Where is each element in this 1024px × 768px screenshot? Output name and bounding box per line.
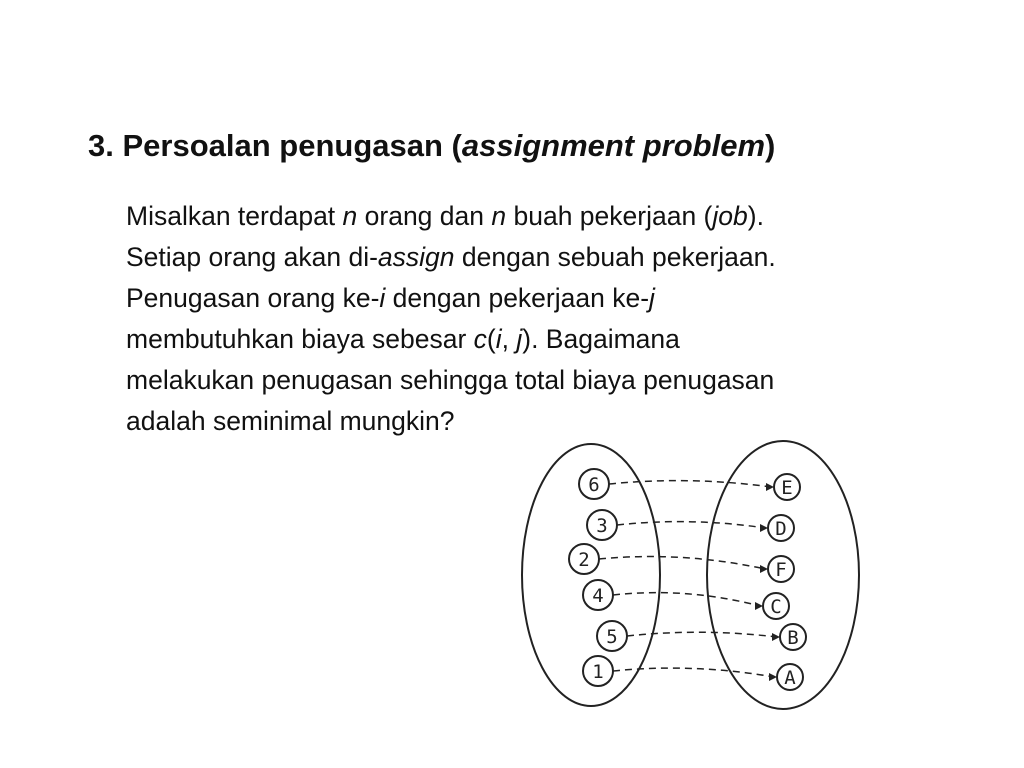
title-text: 3. Persoalan penugasan ( bbox=[88, 128, 462, 163]
assignment-edge-5-B bbox=[627, 632, 777, 637]
title-italic: assignment problem bbox=[461, 128, 766, 163]
arrowhead-A bbox=[769, 673, 777, 681]
person-node-6 bbox=[579, 469, 609, 499]
job-node-E bbox=[774, 474, 800, 500]
text: ). Bagaimana bbox=[522, 324, 680, 354]
body-line-5: melakukan penugasan sehingga total biaya penugasan bbox=[126, 365, 775, 395]
var-j: j bbox=[516, 324, 523, 354]
person-node-4-label: 4 bbox=[592, 585, 604, 607]
var-j: j bbox=[649, 283, 655, 313]
body-line-2 bbox=[126, 237, 926, 278]
arrowhead-C bbox=[755, 602, 763, 610]
job-node-F-label: F bbox=[775, 559, 787, 581]
body-line-3 bbox=[126, 278, 926, 319]
person-node-5 bbox=[597, 621, 627, 651]
person-node-4 bbox=[583, 580, 613, 610]
var-i: i bbox=[495, 324, 502, 354]
job-node-B-label: B bbox=[787, 627, 799, 649]
text: Penugasan orang ke- bbox=[126, 283, 380, 313]
assignment-edge-3-D bbox=[617, 522, 765, 528]
text: ). bbox=[747, 201, 764, 231]
arrowhead-E bbox=[766, 483, 774, 491]
text: Misalkan terdapat bbox=[126, 201, 343, 231]
job-node-A bbox=[777, 664, 803, 690]
term-job: job bbox=[712, 201, 748, 231]
arrowhead-D bbox=[760, 524, 768, 532]
person-node-2 bbox=[569, 544, 599, 574]
text: Setiap orang akan di- bbox=[126, 242, 378, 272]
body-line-4 bbox=[126, 319, 926, 360]
text: dengan pekerjaan ke- bbox=[385, 283, 650, 313]
arrowhead-F bbox=[760, 565, 768, 573]
job-node-F bbox=[768, 556, 794, 582]
body-line-1 bbox=[126, 196, 926, 237]
var-c: c bbox=[473, 324, 487, 354]
term-assign: assign bbox=[377, 242, 455, 272]
assignment-edge-2-F bbox=[599, 557, 765, 569]
text: ( bbox=[486, 324, 496, 354]
text: dengan sebuah pekerjaan. bbox=[454, 242, 776, 272]
person-node-2-label: 2 bbox=[578, 549, 590, 571]
person-node-6-label: 6 bbox=[588, 474, 600, 496]
arrowhead-B bbox=[772, 633, 780, 641]
assignment-edge-6-E bbox=[609, 481, 771, 487]
person-node-5-label: 5 bbox=[606, 626, 618, 648]
var-n: n bbox=[342, 201, 358, 231]
text: membutuhkan biaya sebesar bbox=[126, 324, 474, 354]
var-n: n bbox=[491, 201, 507, 231]
person-node-3-label: 3 bbox=[596, 515, 608, 537]
slide-title bbox=[88, 128, 775, 164]
job-node-D bbox=[768, 515, 794, 541]
assignment-diagram bbox=[510, 440, 870, 730]
assignment-edges bbox=[599, 481, 780, 681]
diagram-nodes bbox=[569, 469, 806, 690]
job-node-C bbox=[763, 593, 789, 619]
job-node-D-label: D bbox=[775, 518, 787, 540]
assignment-edge-4-C bbox=[613, 593, 760, 606]
job-node-A-label: A bbox=[784, 667, 796, 689]
text: orang dan bbox=[357, 201, 492, 231]
slide-body bbox=[126, 196, 926, 442]
person-node-1-label: 1 bbox=[592, 661, 604, 683]
title-suffix: ) bbox=[765, 128, 776, 163]
text: , bbox=[501, 324, 517, 354]
person-node-3 bbox=[587, 510, 617, 540]
job-node-E-label: E bbox=[781, 477, 793, 499]
person-node-1 bbox=[583, 656, 613, 686]
text: buah pekerjaan ( bbox=[506, 201, 713, 231]
var-i: i bbox=[379, 283, 386, 313]
body-line-6: adalah seminimal mungkin? bbox=[126, 406, 455, 436]
job-node-B bbox=[780, 624, 806, 650]
job-node-C-label: C bbox=[770, 596, 782, 618]
